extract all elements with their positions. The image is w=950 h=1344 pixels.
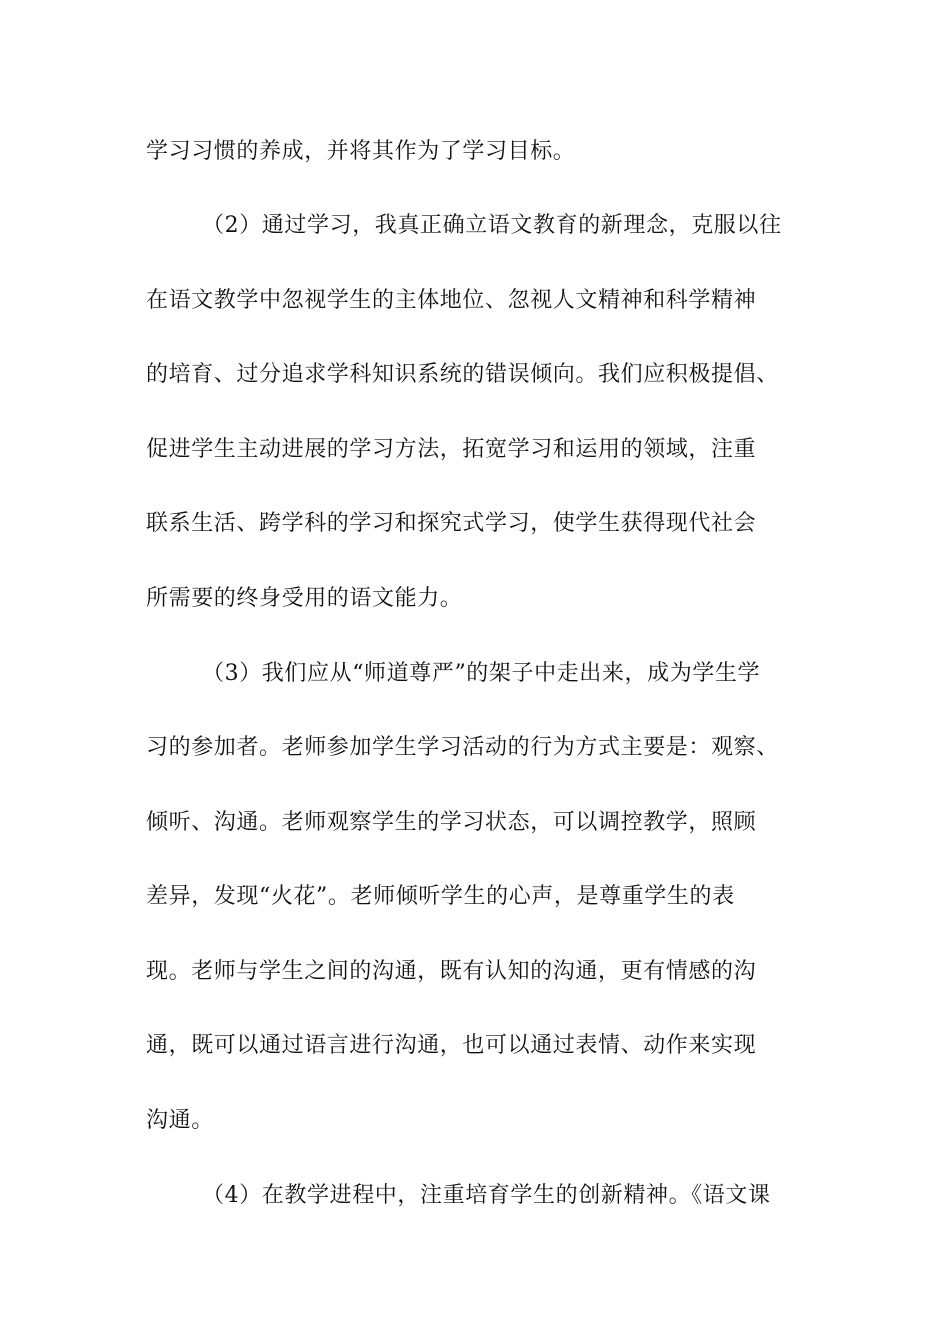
text-line: 所需要的终身受用的语文能力。 <box>146 586 463 611</box>
text-line: 学习习惯的养成，并将其作为了学习目标。 <box>146 139 576 164</box>
paragraph-2-first-line: （2）通过学习，我真正确立语文教育的新理念，克服以往 <box>202 213 782 238</box>
text-line: 差异，发现“火花”。老师倾听学生的心声，是尊重学生的表 <box>146 884 735 909</box>
paragraph-3-first-line: （3）我们应从“师道尊严”的架子中走出来，成为学生学 <box>202 661 761 686</box>
paragraph-4-first-line: （4）在教学进程中，注重培育学生的创新精神。《语文课 <box>202 1183 771 1208</box>
text-line: 联系生活、跨学科的学习和探究式学习，使学生获得现代社会 <box>146 511 757 536</box>
text-line: 倾听、沟通。老师观察学生的学习状态，可以调控教学，照顾 <box>146 810 757 835</box>
text-line: 促进学生主动进展的学习方法，拓宽学习和运用的领域，注重 <box>146 437 757 462</box>
text-line: 通，既可以通过语言进行沟通，也可以通过表情、动作来实现 <box>146 1033 757 1058</box>
text-line: 在语文教学中忽视学生的主体地位、忽视人文精神和科学精神 <box>146 288 757 313</box>
text-line: 现。老师与学生之间的沟通，既有认知的沟通，更有情感的沟 <box>146 959 757 984</box>
text-line: 习的参加者。老师参加学生学习活动的行为方式主要是：观察、 <box>146 735 779 760</box>
text-line: 沟通。 <box>146 1108 214 1133</box>
text-line: 的培育、过分追求学科知识系统的错误倾向。我们应积极提倡、 <box>146 362 779 387</box>
